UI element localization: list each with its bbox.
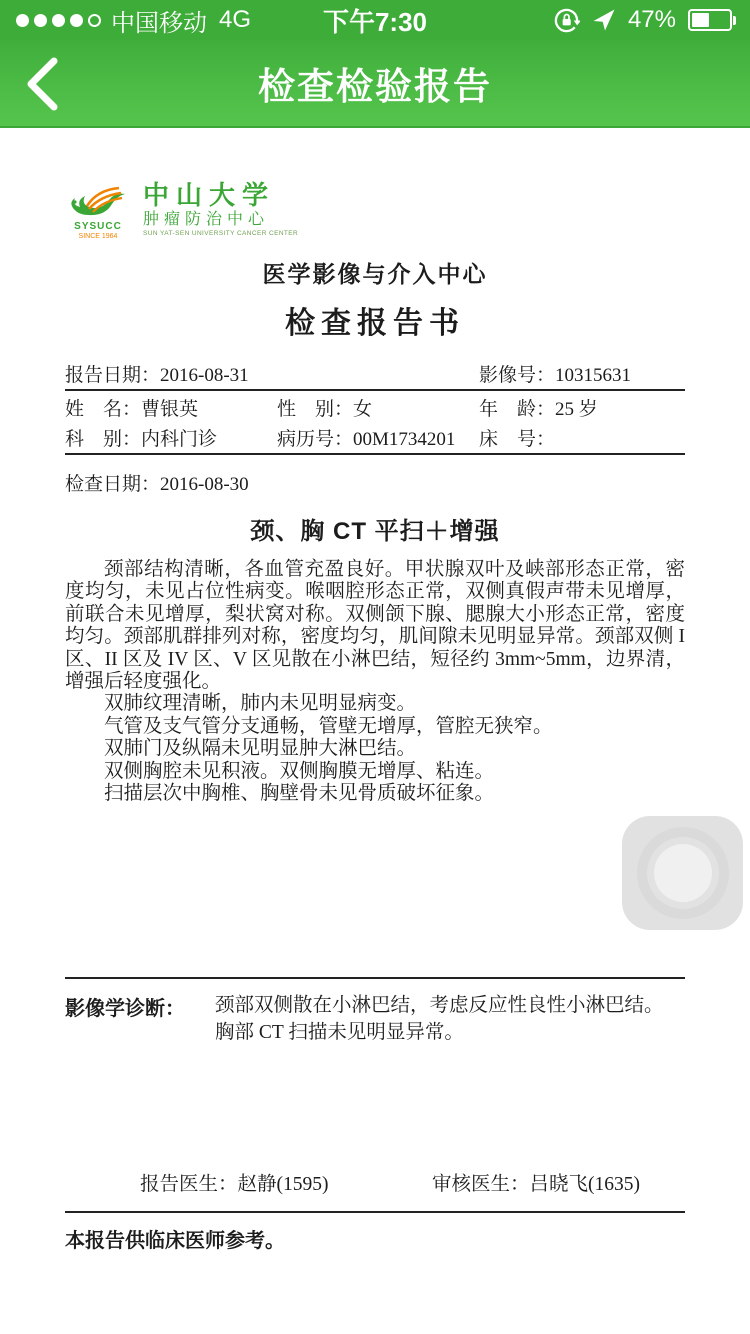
report-document[interactable] [0,128,750,1334]
findings-paragraph: 气管及支气管分支通畅，管壁无增厚，管腔无狭窄。 [104,715,553,737]
back-button[interactable] [6,40,76,128]
field-age: 年 龄：25 岁 [479,398,598,420]
findings-paragraph: 颈部结构清晰，各血管充盈良好。甲状腺双叶及峡部形态正常，密度均匀，未见占位性病变。喉咽腔形态正常，双侧真假声带未见增厚，前联合未见增厚，梨状窝对称。双侧颌下腺、腮腺大小形态正常，密度均匀。颈部肌群排列对称，密度均匀，肌间隙未见明显异常。颈部双侧 I 区、II 区及 IV 区、V 区见散在小淋巴结，短径约 3mm~5mm，边界清，增强后轻度强化。 [65,559,685,693]
logo-bird-icon [67,182,129,222]
diagnosis-label: 影像学诊断： [65,998,185,1021]
divider [65,389,685,391]
location-icon [592,8,616,32]
field-report-date: 报告日期：2016-08-31 [65,365,249,386]
findings-section [65,559,685,805]
field-gender: 性 别：女 [277,398,373,420]
review-doctor: 审核医生：吕晓飞(1635) [431,1174,640,1196]
signal-dot [34,14,47,27]
battery-icon [688,9,736,31]
field-bed: 床 号： [479,428,556,450]
page-title: 检查检验报告 [258,66,492,107]
signal-dot [52,14,65,27]
nav-bar [0,40,750,128]
status-bar [0,0,750,40]
field-exam-date: 检查日期：2016-08-30 [65,474,249,495]
clock: 下午7:30 [322,6,428,37]
signal-dot [70,14,83,27]
hospital-name-en: SUN YAT-SEN UNIVERSITY CANCER CENTER [143,230,299,237]
findings-paragraph: 双肺门及纵隔未见明显肿大淋巴结。 [104,738,417,760]
signal-dots-icon [16,14,101,27]
patient-info-table [65,359,685,455]
assistive-touch-button[interactable] [622,816,743,930]
field-name: 姓 名：曹银英 [65,398,199,420]
hospital-name: 中山大学 [143,181,276,210]
hospital-dept: 肿瘤防治中心 [143,211,270,228]
battery-percent: 47% [627,6,676,33]
signal-dot-empty [88,14,101,27]
field-dept: 科 别：内科门诊 [65,428,218,450]
center-title: 医学影像与介入中心 [262,261,488,287]
logo-since: SINCE 1964 [78,233,118,240]
network-label: 4G [219,6,252,33]
divider [65,1211,685,1213]
field-image-no: 影像号：10315631 [479,365,632,386]
footer-note: 本报告供临床医师参考。 [65,1230,285,1253]
diagnosis-section [65,992,685,1046]
diagnosis-line: 颈部双侧散在小淋巴结，考虑反应性良性小淋巴结。 [215,995,664,1017]
assistive-touch-icon [637,827,729,919]
findings-paragraph: 双肺纹理清晰，肺内未见明显病变。 [104,693,417,715]
hospital-logo [65,182,685,242]
logo-acronym: SYSUCC [74,221,122,232]
carrier-label: 中国移动 [111,9,207,37]
field-record-no: 病历号：00M1734201 [277,428,456,450]
findings-paragraph: 扫描层次中胸椎、胸壁骨未见骨质破坏征象。 [104,783,495,805]
diagnosis-line: 胸部 CT 扫描未见明显异常。 [215,1022,464,1044]
rotation-lock-icon [553,7,580,34]
chevron-left-icon [23,56,59,112]
report-title: 检查报告书 [285,307,465,340]
signal-dot [16,14,29,27]
report-doctor: 报告医生：赵静(1595) [140,1174,329,1196]
findings-paragraph: 双侧胸腔未见积液。双侧胸膜无增厚、粘连。 [104,760,495,782]
divider [65,977,685,979]
doctors-row [65,1168,685,1196]
divider [65,453,685,455]
exam-title: 颈、胸 CT 平扫＋增强 [250,518,500,545]
